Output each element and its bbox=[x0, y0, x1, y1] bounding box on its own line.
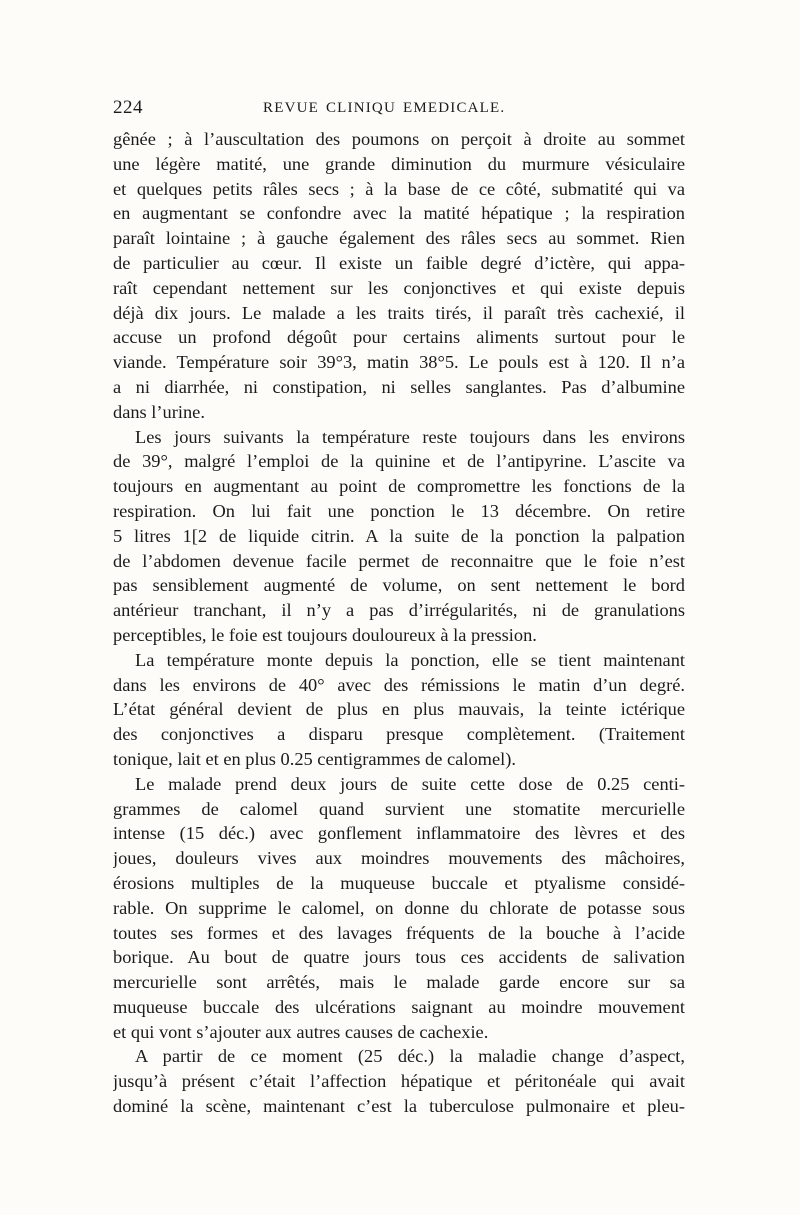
text-line: tonique, lait et en plus 0.25 centigrammes de calomel). bbox=[113, 748, 516, 769]
text-line: antérieur tranchant, il n’y a pas d’irrégularités, ni de granulations bbox=[113, 600, 685, 621]
text-line: accuse un profond dégoût pour certains aliments surtout pour le bbox=[113, 327, 685, 348]
text-line: borique. Au bout de quatre jours tous ces accidents de salivation bbox=[113, 947, 685, 968]
text-line: muqueuse buccale des ulcérations saignant au moindre mouvement bbox=[113, 996, 685, 1017]
text-line: une légère matité, une grande diminution du murmure vésiculaire bbox=[113, 153, 685, 174]
text-line: A partir de ce moment (25 déc.) la maladie change d’aspect, bbox=[135, 1046, 685, 1067]
text-line: Les jours suivants la température reste toujours dans les environs bbox=[135, 426, 685, 447]
text-line: et quelques petits râles secs ; à la base de ce côté, submatité qui va bbox=[113, 178, 685, 199]
text-line: jusqu’à présent c’était l’affection hépatique et péritonéale qui avait bbox=[113, 1071, 685, 1092]
text-line: érosions multiples de la muqueuse buccale et ptyalisme considé- bbox=[113, 872, 685, 893]
text-line: dans l’urine. bbox=[113, 401, 205, 422]
text-line: grammes de calomel quand survient une stomatite mercurielle bbox=[113, 798, 685, 819]
text-line: dans les environs de 40° avec des rémissions le matin d’un degré. bbox=[113, 674, 685, 695]
text-line: en augmentant se confondre avec la matité hépatique ; la respiration bbox=[113, 203, 685, 224]
page-number: 224 bbox=[113, 97, 143, 118]
text-line: respiration. On lui fait une ponction le 13 décembre. On retire bbox=[113, 500, 685, 521]
text-line: de 39°, malgré l’emploi de la quinine et de l’antipyrine. L’ascite va bbox=[113, 451, 685, 472]
page-header bbox=[113, 97, 698, 121]
text-line: de l’abdomen devenue facile permet de reconnaitre que le foie n’est bbox=[113, 550, 685, 571]
text-line: Le malade prend deux jours de suite cette dose de 0.25 centi- bbox=[135, 773, 685, 794]
running-title: REVUE CLINIQU EMEDICALE. bbox=[263, 100, 506, 116]
text-line: 5 litres 1[2 de liquide citrin. A la suite de la ponction la palpation bbox=[113, 525, 685, 546]
text-line: intense (15 déc.) avec gonflement inflammatoire des lèvres et des bbox=[113, 823, 685, 844]
text-line: toutes ses formes et des lavages fréquents de la bouche à l’acide bbox=[113, 922, 685, 943]
text-line: des conjonctives a disparu presque complètement. (Traitement bbox=[113, 724, 685, 745]
text-line: de particulier au cœur. Il existe un faible degré d’ictère, qui appa- bbox=[113, 252, 685, 273]
text-line: paraît lointaine ; à gauche également des râles secs au sommet. Rien bbox=[113, 228, 685, 249]
text-line: a ni diarrhée, ni constipation, ni selles sanglantes. Pas d’albumine bbox=[113, 376, 685, 397]
body-text bbox=[113, 127, 685, 1119]
text-line: déjà dix jours. Le malade a les traits tirés, il paraît très cachexié, il bbox=[113, 302, 685, 323]
text-line: et qui vont s’ajouter aux autres causes de cachexie. bbox=[113, 1021, 489, 1042]
text-line: L’état général devient de plus en plus mauvais, la teinte ictérique bbox=[113, 699, 685, 720]
text-line: dominé la scène, maintenant c’est la tuberculose pulmonaire et pleu- bbox=[113, 1096, 685, 1117]
text-line: rable. On supprime le calomel, on donne du chlorate de potasse sous bbox=[113, 897, 685, 918]
text-line: raît cependant nettement sur les conjonctives et qui existe depuis bbox=[113, 277, 685, 298]
text-line: viande. Température soir 39°3, matin 38°5. Le pouls est à 120. Il n’a bbox=[113, 352, 685, 373]
text-line: La température monte depuis la ponction, elle se tient maintenant bbox=[135, 649, 685, 670]
text-line: mercurielle sont arrêtés, mais le malade garde encore sur sa bbox=[113, 972, 685, 993]
text-line: pas sensiblement augmenté de volume, on sent nettement le bord bbox=[113, 575, 685, 596]
text-line: toujours en augmentant au point de compromettre les fonctions de la bbox=[113, 476, 685, 497]
text-line: perceptibles, le foie est toujours douloureux à la pression. bbox=[113, 624, 537, 645]
text-line: joues, douleurs vives aux moindres mouvements des mâchoires, bbox=[113, 848, 685, 869]
text-line: gênée ; à l’auscultation des poumons on perçoit à droite au sommet bbox=[113, 129, 685, 149]
